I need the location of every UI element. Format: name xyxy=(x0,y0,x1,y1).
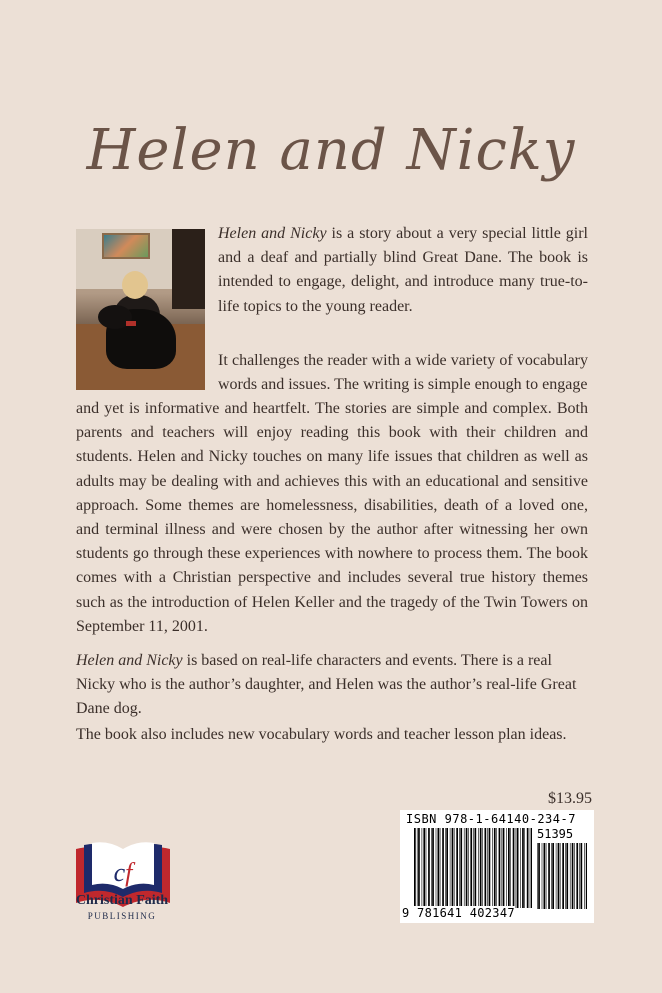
barcode-bar xyxy=(487,828,488,908)
barcode-bar xyxy=(426,828,427,908)
barcode-bar xyxy=(503,828,505,908)
barcode-bar xyxy=(475,828,477,908)
barcode-bar xyxy=(431,828,432,908)
barcode-bar xyxy=(579,843,580,909)
barcode-bar xyxy=(440,828,441,908)
barcode-bar xyxy=(480,828,482,908)
barcode-bar xyxy=(522,828,524,908)
barcode-bar xyxy=(459,828,460,908)
barcode-bar xyxy=(510,828,511,908)
barcode-bar xyxy=(460,828,462,908)
barcode-bar xyxy=(552,843,554,909)
author-photo xyxy=(76,229,205,390)
barcode-bar xyxy=(562,843,564,909)
barcode-bar xyxy=(464,828,465,908)
description-paragraph-2-top: It challenges the reader with a wide variety of vocabulary words and issues. The writing is simple enough to engage xyxy=(218,352,588,394)
barcode-bar xyxy=(442,828,444,908)
barcode-bar xyxy=(517,828,519,908)
barcode-bar xyxy=(478,828,479,908)
barcode-bar xyxy=(548,843,550,909)
barcode-bar xyxy=(502,828,503,908)
barcode-bar xyxy=(494,828,496,908)
barcode-bar xyxy=(513,828,515,908)
barcode-bar xyxy=(485,828,487,908)
barcode-bar xyxy=(527,828,529,908)
publisher-name: Christian Faith xyxy=(75,893,169,908)
barcode-bar xyxy=(428,828,430,908)
barcode-bar xyxy=(537,843,538,909)
barcode-bar xyxy=(565,843,566,909)
barcode-bar xyxy=(560,843,561,909)
barcode-bar xyxy=(418,828,420,908)
barcode-bar xyxy=(586,843,587,909)
title-italic: Helen and Nicky xyxy=(218,225,327,242)
price-label: $13.95 xyxy=(548,790,592,807)
barcode-bar xyxy=(524,828,525,908)
barcode-bar xyxy=(466,828,468,908)
barcode-bar xyxy=(499,828,501,908)
description-paragraph-2-rest: and yet is informative and heartfelt. The stories are simple and complex. Both parents and teachers will enjoy reading this book with their children and students. Helen and Nicky touches on many life issues that children as well as adults may be dealing with and achieves this with an educational and sensitive approach. Some themes are homelessness, disabilities, death of a loved one, and terminal illness and were chosen by the author after witnessing her own students go through these experiences with nowhere to process them. The book comes with a Christian perspective and includes several true history themes such as the introduction of Helen Keller and the tragedy of the Twin Towers on September 11, 2001. xyxy=(76,400,588,635)
barcode-bar xyxy=(508,828,510,908)
barcode-bar xyxy=(566,843,568,909)
isbn-barcode xyxy=(400,810,594,923)
barcode-bar xyxy=(445,828,446,908)
barcode-bar xyxy=(492,828,493,908)
addon-text: 51395 xyxy=(537,827,574,841)
barcode-bar xyxy=(570,843,571,909)
barcode-bar xyxy=(414,828,416,908)
barcode-bar xyxy=(423,828,425,908)
barcode-bar xyxy=(581,843,583,909)
barcode-bar xyxy=(516,828,517,908)
ean-bars xyxy=(414,828,532,908)
barcode-bar xyxy=(436,828,437,908)
barcode-bar xyxy=(482,828,483,908)
barcode-bar xyxy=(520,828,521,908)
barcode-bar xyxy=(452,828,454,908)
barcode-bar xyxy=(438,828,440,908)
title-italic: Helen and Nicky xyxy=(76,652,183,669)
barcode-bar xyxy=(422,828,423,908)
barcode-bar xyxy=(574,843,575,909)
barcode-bar xyxy=(489,828,491,908)
barcode-bar xyxy=(576,843,578,909)
barcode-bar xyxy=(584,843,585,909)
barcode-bar xyxy=(531,828,532,908)
ean-text: 9 781641 402347 xyxy=(402,906,515,920)
barcode-bar xyxy=(446,828,448,908)
barcode-bar xyxy=(544,843,546,909)
barcode-bar xyxy=(558,843,560,909)
p3-text: is based on real-life characters and events. There is a real Nicky who is the author’s daughter, and Helen was the author’s real-life Great Dane dog. xyxy=(76,652,577,718)
barcode-bar xyxy=(454,828,455,908)
barcode-bar xyxy=(456,828,458,908)
barcode-bar xyxy=(468,828,469,908)
barcode-bar xyxy=(538,843,540,909)
barcode-bar xyxy=(450,828,451,908)
logo-mark: cf xyxy=(113,858,133,887)
description-paragraph-4: The book also includes new vocabulary words and teacher lesson plan ideas. xyxy=(76,726,567,743)
barcode-bar xyxy=(572,843,574,909)
barcode-bar xyxy=(473,828,474,908)
barcode-bar xyxy=(417,828,418,908)
isbn-text: ISBN 978-1-64140-234-7 xyxy=(406,812,576,826)
publisher-subtitle: PUBLISHING xyxy=(87,911,157,921)
barcode-bar xyxy=(470,828,472,908)
barcode-bar xyxy=(530,828,531,908)
barcode-bar xyxy=(546,843,547,909)
description-paragraph-3 xyxy=(76,649,588,722)
book-title: Helen and Nicky xyxy=(86,118,576,183)
barcode-bar xyxy=(432,828,434,908)
barcode-bar xyxy=(506,828,507,908)
barcode-bar xyxy=(496,828,497,908)
barcode-bar xyxy=(551,843,552,909)
addon-bars xyxy=(537,843,587,909)
p1-text: is a story about a very special little girl and a deaf and partially blind Great Dane. The book is intended to engage, delight, and introduce many true-to-life topics to the young reader. xyxy=(218,225,588,315)
description-paragraph-1 xyxy=(218,222,588,319)
barcode-bar xyxy=(556,843,557,909)
barcode-bar xyxy=(542,843,543,909)
